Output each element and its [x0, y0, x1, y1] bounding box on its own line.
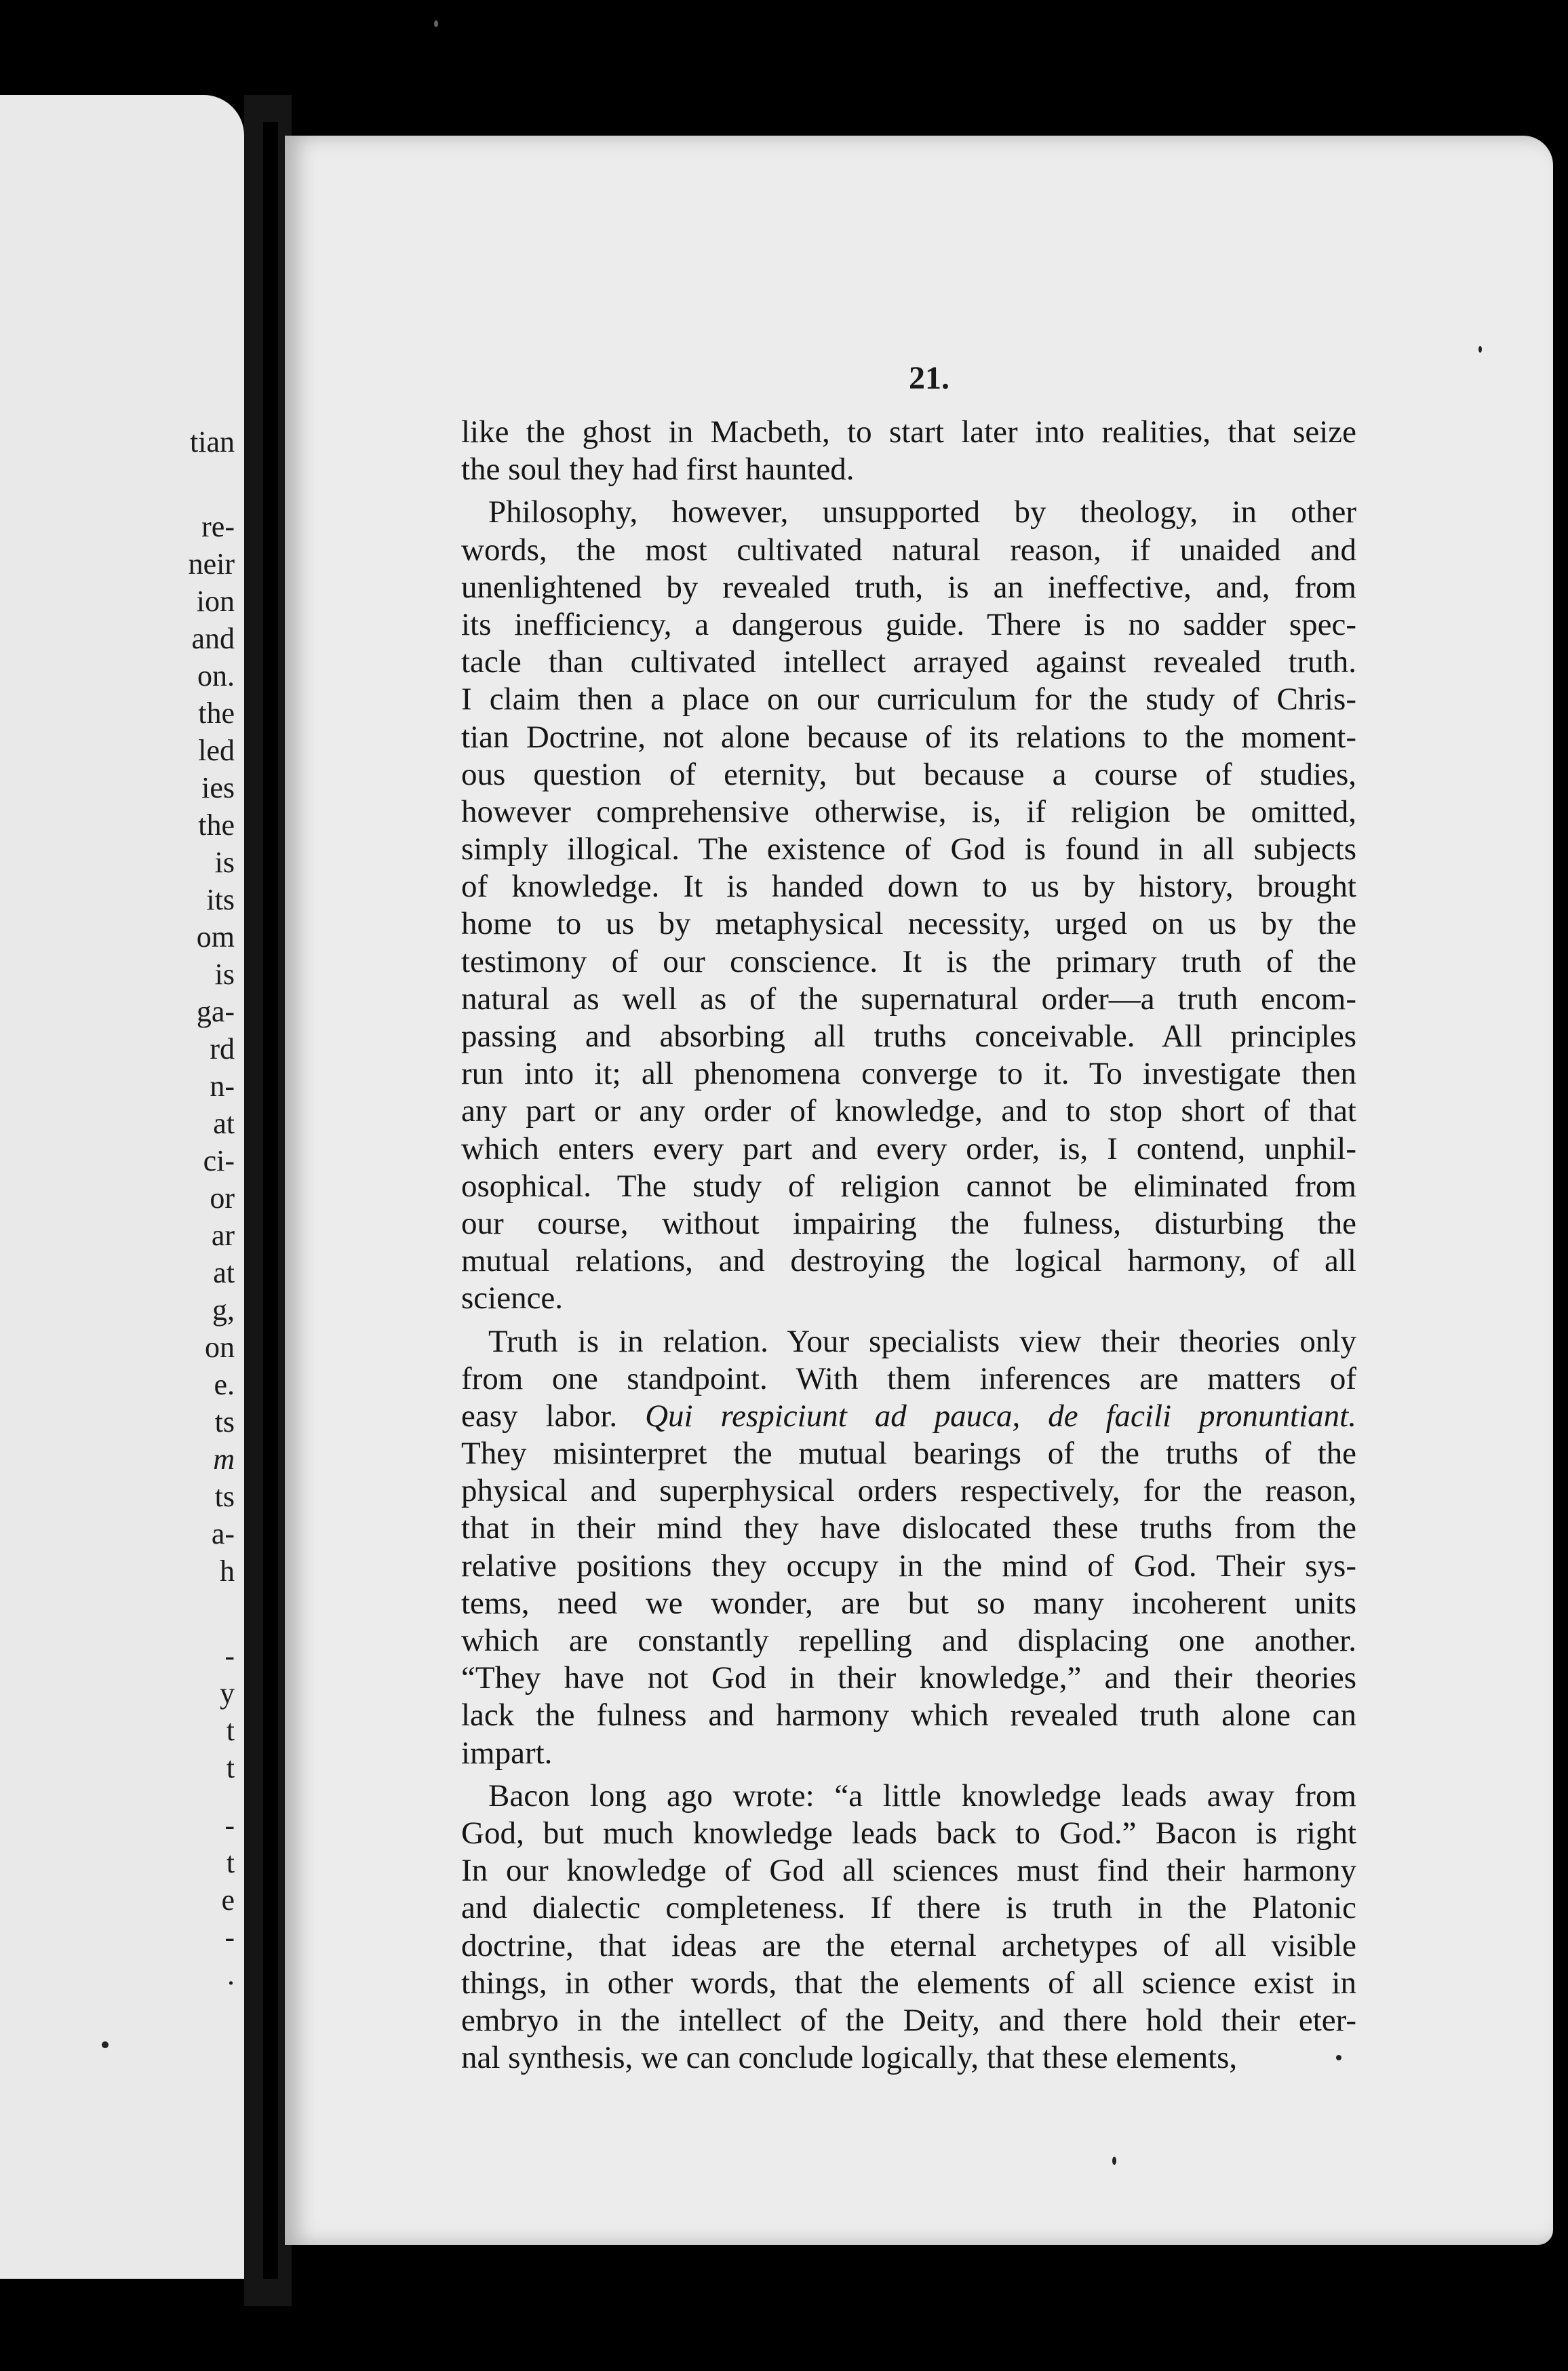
text-line: things, in other words, that the elements of all science exist in	[461, 1965, 1356, 2001]
margin-fragment: om	[196, 920, 235, 954]
text-line: run into it; all phenomena converge to it. To investigate then	[461, 1056, 1356, 1092]
text-line: simply illogical. The existence of God is found in all subjects	[461, 831, 1356, 867]
text-line: passing and absorbing all truths conceivable. All principles	[461, 1019, 1356, 1054]
margin-fragment: m	[213, 1443, 235, 1476]
text-line: embryo in the intellect of the Deity, and there hold their eter-	[461, 2002, 1356, 2038]
text-line: tacle than cultivated intellect arrayed against revealed truth.	[461, 644, 1356, 680]
margin-fragment: t	[226, 1751, 235, 1784]
margin-fragment: ci-	[203, 1144, 235, 1177]
text-line: any part or any order of knowledge, and to stop short of that	[461, 1093, 1356, 1129]
text-line: tian Doctrine, not alone because of its relations to the moment-	[461, 719, 1356, 755]
text-line: In our knowledge of God all sciences must find their harmony	[461, 1853, 1356, 1889]
margin-fragment: its	[206, 883, 235, 916]
text-line: nal synthesis, we can conclude logically, that these elements,	[461, 2040, 1238, 2076]
scan-speck	[102, 2041, 109, 2048]
margin-fragment: the	[198, 808, 235, 842]
text-line: God, but much knowledge leads back to God.” Bacon is right	[461, 1815, 1356, 1851]
text-line: natural as well as of the supernatural order—a truth encom-	[461, 981, 1356, 1017]
text-line: They misinterpret the mutual bearings of the truths of the	[461, 1436, 1356, 1472]
margin-fragment: at	[213, 1107, 235, 1140]
margin-fragment: the	[198, 697, 235, 730]
text-line: relative positions they occupy in the mind of God. Their sys-	[461, 1548, 1356, 1584]
text-line: that in their mind they have dislocated these truths from the	[461, 1510, 1356, 1546]
scan-speck	[1112, 2157, 1116, 2165]
margin-fragment: g,	[212, 1293, 235, 1327]
text-line: science.	[461, 1280, 564, 1316]
text-line: which are constantly repelling and displacing one another.	[461, 1623, 1356, 1658]
text-line: like the ghost in Macbeth, to start later into realities, that seize	[461, 414, 1356, 450]
text-line: our course, without impairing the fulness, disturbing the	[461, 1205, 1356, 1241]
text-line: “They have not God in their knowledge,” and their theories	[461, 1660, 1356, 1696]
text-line: osophical. The study of religion cannot be eliminated from	[461, 1168, 1356, 1204]
margin-fragment: led	[198, 734, 235, 767]
margin-fragment: is	[214, 846, 235, 879]
text-line: words, the most cultivated natural reason, if unaided and	[461, 532, 1356, 568]
margin-fragment: re-	[201, 510, 235, 543]
text-line: testimony of our conscience. It is the primary truth of the	[461, 943, 1356, 979]
scan-speck	[1478, 346, 1482, 353]
margin-fragment: -	[224, 1639, 235, 1672]
text-line: ous question of eternity, but because a course of studies,	[461, 756, 1356, 792]
margin-fragment: on.	[197, 659, 235, 692]
text-line: I claim then a place on our curriculum for the study of Chris-	[461, 682, 1356, 718]
margin-fragment: neir	[188, 547, 235, 581]
margin-fragment: ts	[214, 1480, 235, 1513]
scan-speck	[434, 20, 438, 27]
text-line: which enters every part and every order, is, I contend, unphil-	[461, 1131, 1356, 1167]
margin-fragment: at	[213, 1256, 235, 1289]
text-line: home to us by metaphysical necessity, urged on us by the	[461, 906, 1356, 942]
margin-fragment: n-	[210, 1070, 235, 1103]
left-margin-fragments	[0, 95, 244, 2279]
margin-fragment: e	[221, 1883, 235, 1917]
paragraph-4	[461, 1778, 1356, 2077]
margin-fragment: t	[226, 1846, 235, 1879]
margin-fragment: rd	[210, 1032, 235, 1065]
paragraph-2	[461, 494, 1356, 1317]
margin-fragment: ar	[211, 1219, 235, 1252]
text-line: however comprehensive otherwise, is, if religion be omitted,	[461, 793, 1356, 829]
margin-fragment: a-	[211, 1517, 235, 1550]
scan-speck	[1336, 2055, 1341, 2060]
text-line: impart.	[461, 1735, 553, 1771]
margin-fragment: .	[227, 1958, 235, 1991]
text-line: physical and superphysical orders respectively, for the reason,	[461, 1473, 1356, 1509]
text-line: tems, need we wonder, are but so many incoherent units	[461, 1585, 1356, 1621]
text-line-with-latin	[461, 1398, 1356, 1435]
text-line: Philosophy, however, unsupported by theology, in other	[488, 494, 1356, 530]
body-text	[461, 414, 1356, 2077]
margin-fragment: on	[205, 1331, 235, 1364]
binding-shadow	[263, 122, 278, 2279]
text-line: of knowledge. It is handed down to us by history, brought	[461, 869, 1356, 905]
margin-fragment: ts	[214, 1405, 235, 1438]
text-line: the soul they had first haunted.	[461, 452, 855, 488]
text-line: doctrine, that ideas are the eternal archetypes of all visible	[461, 1927, 1356, 1963]
text-line: Bacon long ago wrote: “a little knowledge leads away from	[488, 1778, 1356, 1814]
text-line: and dialectic completeness. If there is truth in the Platonic	[461, 1890, 1356, 1926]
margin-fragment: and	[191, 622, 235, 655]
latin-quotation: Qui respiciunt ad pauca, de facili pronuntiant.	[645, 1398, 1356, 1434]
margin-fragment: -	[224, 1809, 235, 1842]
text-line: mutual relations, and destroying the logical harmony, of all	[461, 1243, 1356, 1279]
text-line: unenlightened by revealed truth, is an ineffective, and, from	[461, 569, 1356, 605]
text-line: from one standpoint. With them inferences are matters of	[461, 1360, 1356, 1396]
text-segment: easy labor.	[461, 1398, 646, 1434]
margin-fragment: ion	[196, 585, 235, 618]
margin-fragment: ga-	[196, 995, 235, 1028]
paragraph-1	[461, 414, 1356, 488]
paragraph-3	[461, 1323, 1356, 1772]
text-line: Truth is in relation. Your specialists view their theories only	[488, 1323, 1356, 1359]
page-number: 21.	[909, 360, 949, 396]
margin-fragment: is	[214, 958, 235, 991]
left-facing-page	[0, 95, 244, 2279]
margin-fragment: h	[220, 1554, 235, 1588]
margin-fragment: y	[220, 1677, 235, 1710]
margin-fragment: tian	[190, 425, 235, 458]
margin-fragment: e.	[214, 1368, 235, 1401]
margin-fragment: t	[226, 1714, 235, 1747]
margin-fragment: or	[210, 1181, 235, 1215]
text-line: its inefficiency, a dangerous guide. There is no sadder spec-	[461, 606, 1356, 642]
text-line: lack the fulness and harmony which revealed truth alone can	[461, 1698, 1356, 1733]
margin-fragment: ies	[201, 771, 235, 804]
margin-fragment: -	[224, 1921, 235, 1954]
